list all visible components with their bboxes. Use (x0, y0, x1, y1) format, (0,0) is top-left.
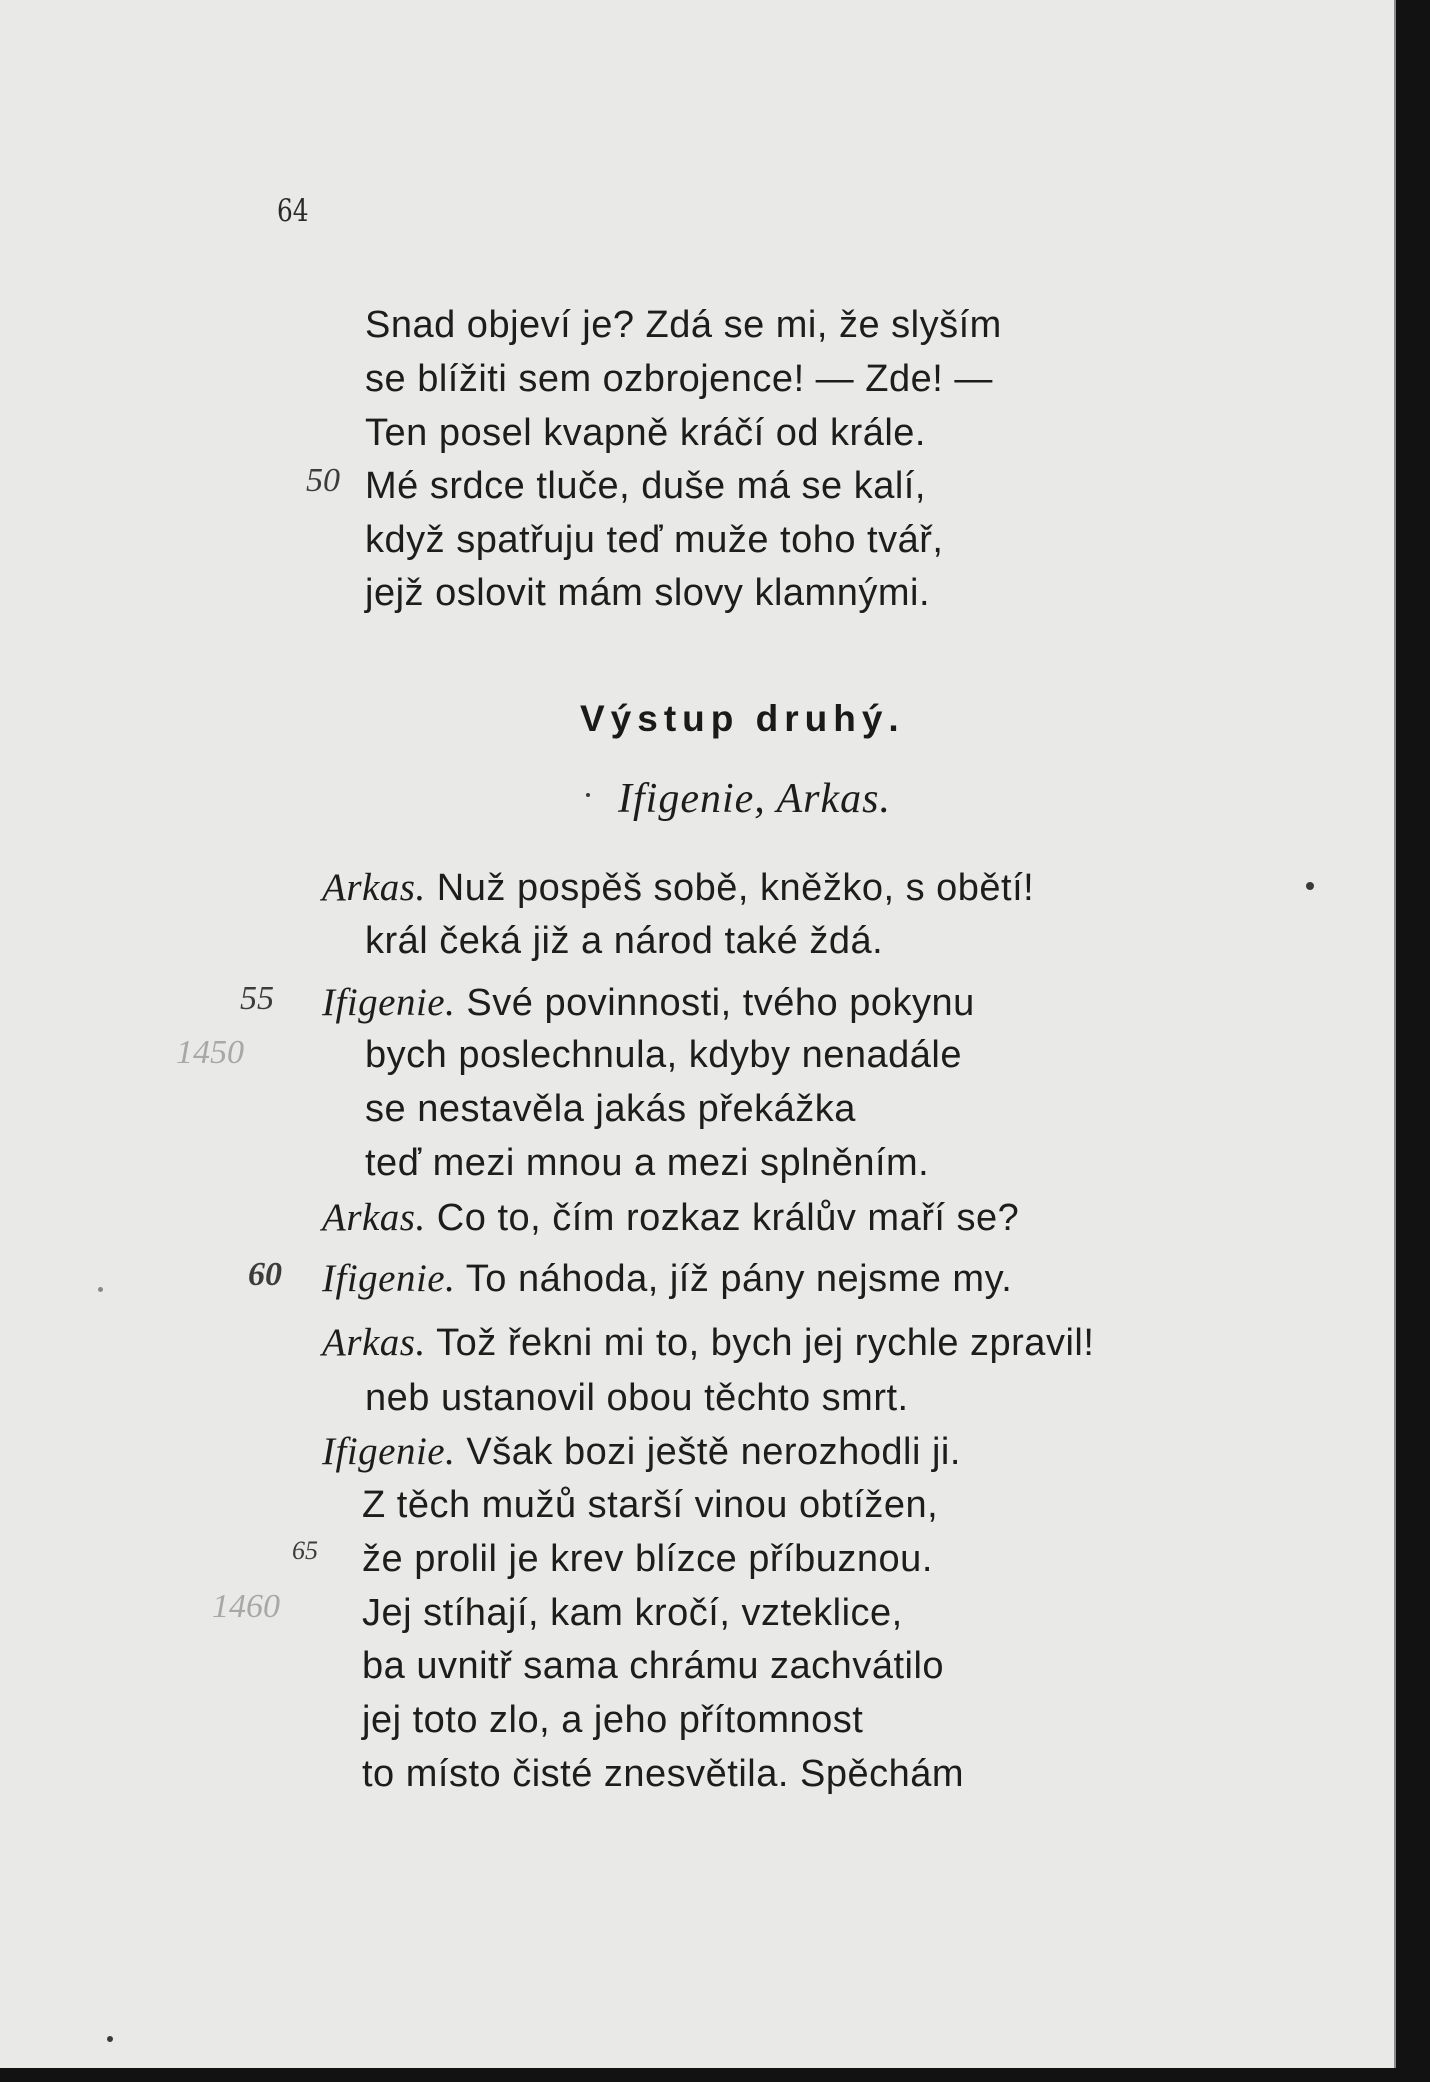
cast-list: Ifigenie, Arkas. (618, 776, 892, 822)
verse-line: Snad objeví je? Zdá se mi, že slyším (365, 304, 1002, 346)
speaker-name: Arkas. (322, 1321, 426, 1364)
verse-line: Ten posel kvapně kráčí od krále. (365, 412, 926, 454)
dialogue-line (365, 1379, 909, 1417)
dialogue-line (322, 1259, 1012, 1298)
dialogue-text: Tož řekni mi to, bych jej rychle zpravil! (425, 1322, 1095, 1364)
dialogue-text: to místo čisté znesvětila. Spěchám (362, 1753, 965, 1795)
margin-line-number: 55 (240, 980, 274, 1017)
speaker-name: Ifigenie. (322, 981, 456, 1024)
speaker-name: Arkas. (322, 1196, 426, 1239)
dialogue-line (362, 1486, 938, 1524)
dialogue-text: bych poslechnula, kdyby nenadále (365, 1034, 962, 1076)
dialogue-line (362, 1701, 863, 1739)
verse-line: jejž oslovit mám slovy klamnými. (365, 572, 930, 614)
dialogue-text: Z těch mužů starší vinou obtížen, (362, 1484, 939, 1526)
margin-line-number: 1450 (176, 1034, 244, 1071)
dialogue-line (322, 868, 1034, 907)
dialogue-text: Nuž pospěš sobě, kněžko, s obětí! (425, 867, 1035, 909)
dialogue-line (322, 1323, 1094, 1362)
ink-speck (107, 2036, 113, 2042)
dialogue-line (365, 1090, 856, 1128)
dialogue-text: teď mezi mnou a mezi splněním. (365, 1142, 930, 1184)
dialogue-text: neb ustanovil obou těchto smrt. (365, 1377, 909, 1419)
dialogue-line (365, 922, 883, 960)
dialogue-text: že prolil je krev blízce příbuznou. (362, 1538, 933, 1580)
verse-line: když spatřuju teď muže toho tvář, (365, 519, 944, 561)
dialogue-text: Co to, čím rozkaz králův maří se? (425, 1197, 1020, 1239)
dialogue-text: ba uvnitř sama chrámu zachvátilo (362, 1645, 945, 1687)
dialogue-line (362, 1647, 944, 1685)
dialogue-text: král čeká již a národ také ždá. (365, 920, 884, 962)
speaker-name: Ifigenie. (322, 1257, 456, 1300)
dialogue-text: Své povinnosti, tvého pokynu (455, 982, 975, 1024)
dialogue-text: jej toto zlo, a jeho přítomnost (362, 1699, 864, 1741)
dialogue-line (365, 1036, 962, 1074)
speaker-name: Ifigenie. (322, 1430, 456, 1473)
dialogue-text: Jej stíhají, kam kročí, vzteklice, (362, 1592, 903, 1634)
page-number: 64 (277, 193, 309, 229)
dialogue-text: Však bozi ještě nerozhodli ji. (455, 1431, 961, 1473)
ink-speck (1306, 882, 1314, 890)
margin-line-number: 65 (292, 1536, 318, 1565)
dialogue-line (322, 1198, 1019, 1237)
dialogue-line (362, 1540, 933, 1578)
ink-speck (98, 1287, 103, 1292)
verse-line: Mé srdce tluče, duše má se kalí, (365, 465, 926, 507)
dialogue-line (322, 983, 975, 1022)
dialogue-line (322, 1432, 961, 1471)
dialogue-line (365, 1144, 929, 1182)
verse-line: se blížiti sem ozbrojence! — Zde! — (365, 358, 993, 400)
scene-heading: Výstup druhý. (580, 698, 905, 739)
margin-line-number: 50 (306, 462, 340, 499)
dialogue-text: To náhoda, jíž pány nejsme my. (455, 1258, 1013, 1300)
margin-line-number: 1460 (212, 1588, 280, 1625)
ink-speck (586, 793, 590, 797)
dialogue-text: se nestavěla jakás překážka (365, 1088, 856, 1130)
dialogue-line (362, 1755, 964, 1793)
margin-line-number: 60 (248, 1256, 282, 1293)
dialogue-line (362, 1594, 903, 1632)
speaker-name: Arkas. (322, 866, 426, 909)
